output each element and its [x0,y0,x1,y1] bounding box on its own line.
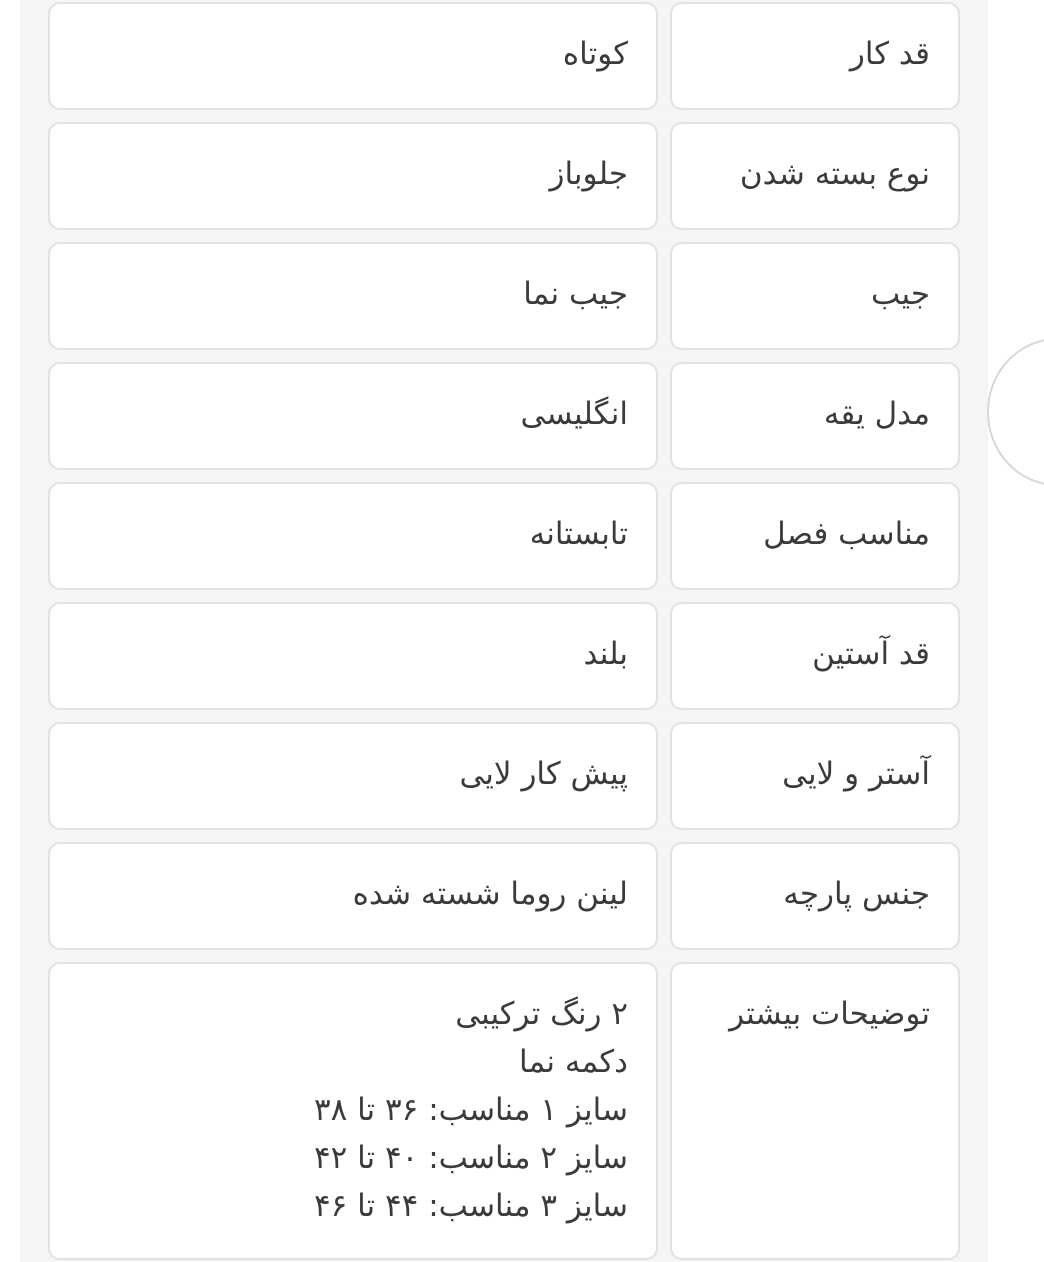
spec-label: آستر و لایی [670,722,960,830]
spec-value: لینن روما شسته شده [48,842,658,950]
spec-label: جیب [670,242,960,350]
spec-label: قد کار [670,2,960,110]
product-specs-table [48,2,960,1260]
spec-row-fabric [48,842,960,950]
spec-description [48,962,658,1260]
spec-value: پیش کار لایی [48,722,658,830]
spec-label: جنس پارچه [670,842,960,950]
spec-row-length [48,2,960,110]
description-line: دکمه نما [519,1044,628,1080]
spec-row-sleeve [48,602,960,710]
spec-row-season [48,482,960,590]
spec-label: توضیحات بیشتر [670,962,960,1260]
description-line: سایز ۲ مناسب: ۴۰ تا ۴۲ [313,1140,628,1176]
floating-side-button[interactable] [987,338,1044,486]
spec-value: انگلیسی [48,362,658,470]
description-line: سایز ۱ مناسب: ۳۶ تا ۳۸ [313,1092,628,1128]
spec-row-lining [48,722,960,830]
spec-label: قد آستین [670,602,960,710]
spec-label: مناسب فصل [670,482,960,590]
spec-row-pocket [48,242,960,350]
spec-value: تابستانه [48,482,658,590]
spec-row-description [48,962,960,1260]
spec-row-collar [48,362,960,470]
spec-row-closure [48,122,960,230]
spec-value: کوتاه [48,2,658,110]
spec-label: مدل یقه [670,362,960,470]
spec-label: نوع بسته شدن [670,122,960,230]
spec-value: بلند [48,602,658,710]
spec-value: جیب نما [48,242,658,350]
description-line: سایز ۳ مناسب: ۴۴ تا ۴۶ [313,1188,628,1224]
spec-value: جلوباز [48,122,658,230]
description-line: ۲ رنگ ترکیبی [455,996,628,1032]
